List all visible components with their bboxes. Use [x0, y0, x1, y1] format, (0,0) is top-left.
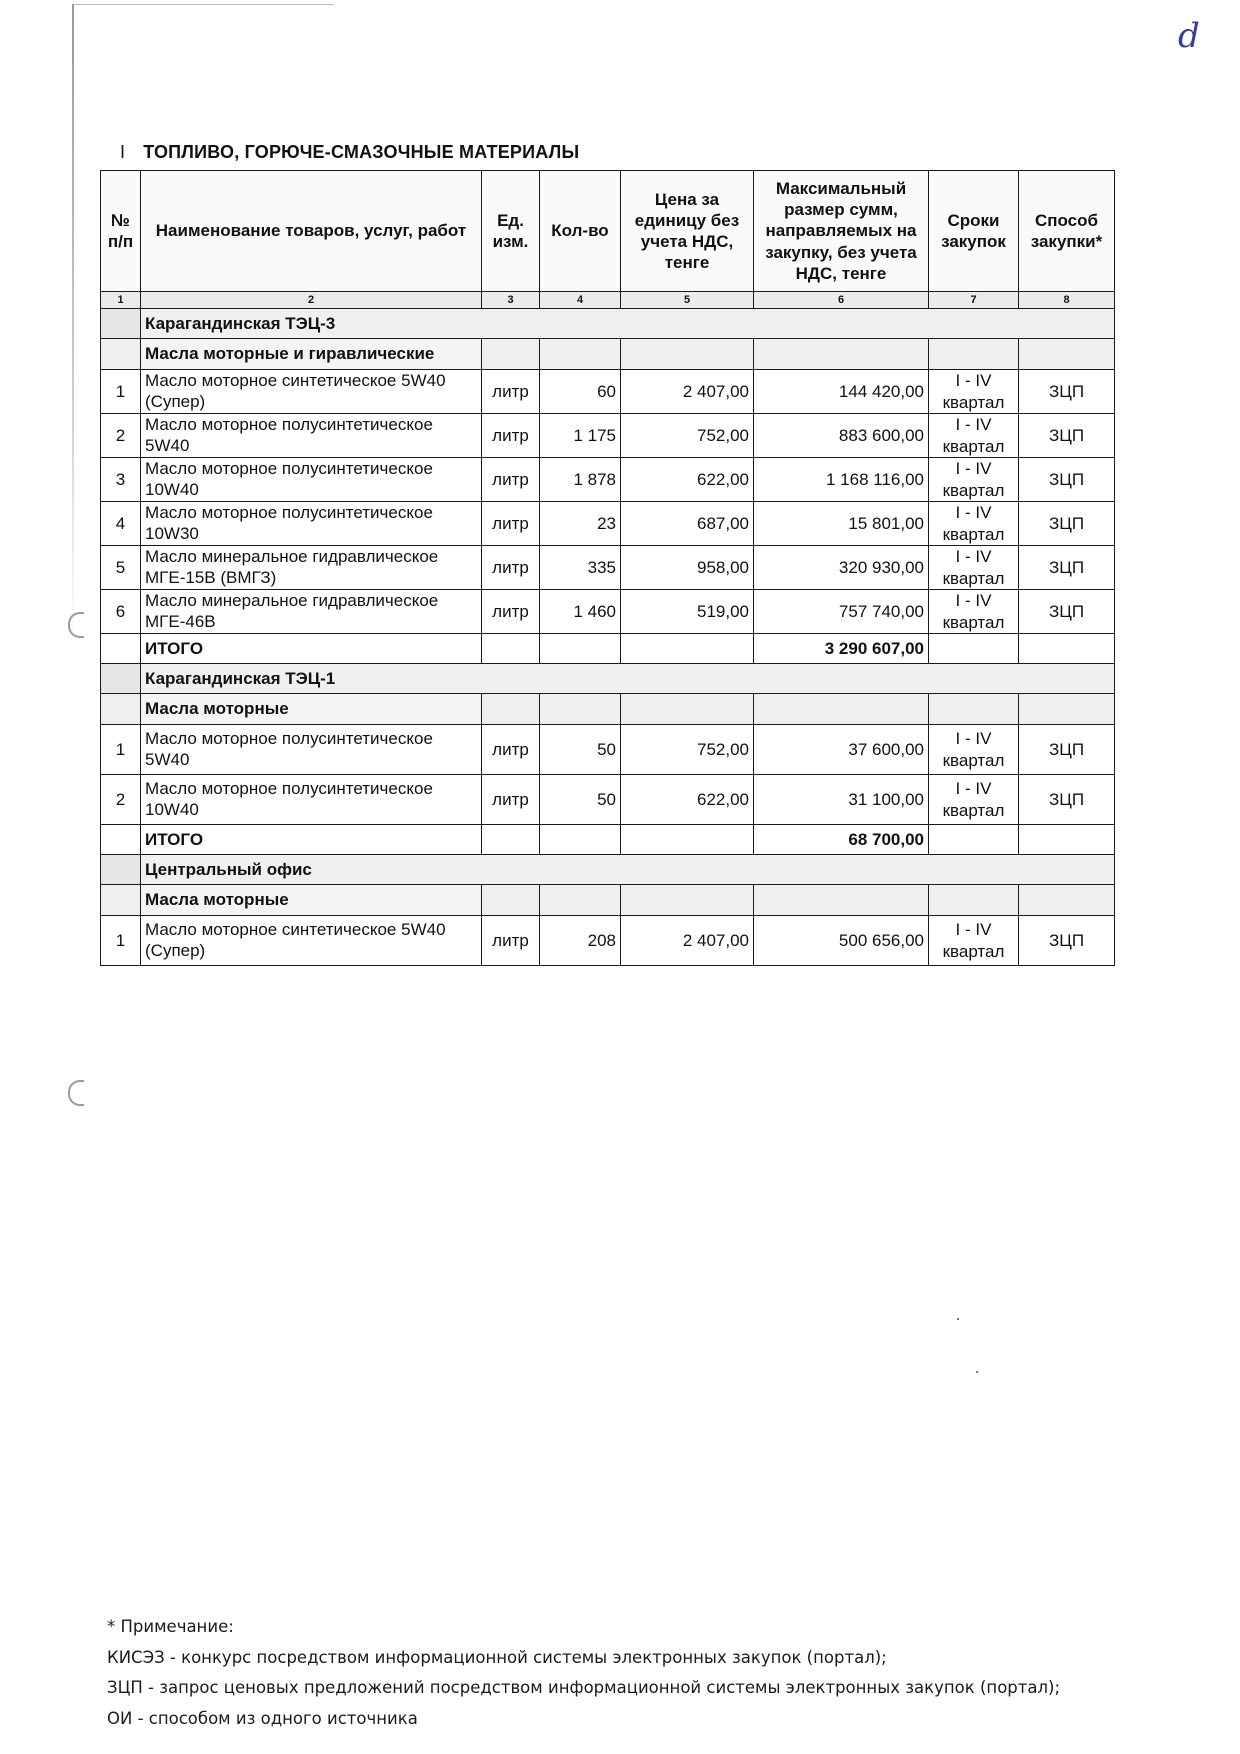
subgroup-row [101, 339, 1115, 370]
header-num: № п/п [101, 171, 141, 292]
subgroup-row [101, 885, 1115, 916]
scan-edge-line [72, 4, 74, 644]
group-name: Карагандинская ТЭЦ-3 [141, 309, 1115, 339]
procurement-table [100, 170, 1115, 966]
row-price: 2 407,00 [621, 916, 754, 966]
row-qty: 50 [540, 725, 621, 775]
column-index: 6 [754, 292, 929, 309]
header-sum: Максимальный размер сумм, направляемых на закупку, без учета НДС, тенге [754, 171, 929, 292]
row-term: I - IV квартал [929, 414, 1019, 458]
table-row [101, 502, 1115, 546]
section-title [120, 142, 579, 163]
subgroup-name: Масла моторные и гиравлические [141, 339, 482, 370]
column-index: 2 [141, 292, 482, 309]
scan-top-line [74, 4, 334, 5]
row-unit: литр [482, 546, 540, 590]
total-value: 68 700,00 [754, 825, 929, 855]
footnote [107, 1612, 1060, 1734]
header-unit: Ед. изм. [482, 171, 540, 292]
header-method: Способ закупки* [1019, 171, 1115, 292]
table-row [101, 546, 1115, 590]
row-sum: 1 168 116,00 [754, 458, 929, 502]
row-num: 5 [101, 546, 141, 590]
subgroup-name: Масла моторные [141, 885, 482, 916]
group-row [101, 855, 1115, 885]
row-qty: 60 [540, 370, 621, 414]
column-index: 3 [482, 292, 540, 309]
row-term: I - IV квартал [929, 725, 1019, 775]
row-sum: 31 100,00 [754, 775, 929, 825]
row-term: I - IV квартал [929, 458, 1019, 502]
handwritten-page-mark: d [1178, 16, 1200, 56]
row-qty: 1 878 [540, 458, 621, 502]
row-name: Масло моторное полусинтетическое 10W40 [141, 775, 482, 825]
row-price: 958,00 [621, 546, 754, 590]
row-num: 4 [101, 502, 141, 546]
row-name: Масло моторное синтетическое 5W40 (Супер) [141, 916, 482, 966]
table-row [101, 725, 1115, 775]
row-term: I - IV квартал [929, 546, 1019, 590]
row-name: Масло моторное полусинтетическое 5W40 [141, 414, 482, 458]
table-row [101, 458, 1115, 502]
punch-hole-mark [68, 612, 84, 638]
header-price: Цена за единицу без учета НДС, тенге [621, 171, 754, 292]
column-index: 7 [929, 292, 1019, 309]
row-name: Масло моторное синтетическое 5W40 (Супер) [141, 370, 482, 414]
row-unit: литр [482, 370, 540, 414]
table-row [101, 370, 1115, 414]
row-price: 752,00 [621, 725, 754, 775]
row-name: Масло минеральное гидравлическое МГЕ-15В (ВМГЗ) [141, 546, 482, 590]
total-row [101, 634, 1115, 664]
header-qty: Кол-во [540, 171, 621, 292]
group-name: Карагандинская ТЭЦ-1 [141, 664, 1115, 694]
footnote-line: ЗЦП - запрос ценовых предложений посредством информационной системы электронных закупок (портал); [107, 1678, 1061, 1697]
row-term: I - IV квартал [929, 775, 1019, 825]
column-index: 8 [1019, 292, 1115, 309]
footnote-line: ОИ - способом из одного источника [107, 1708, 418, 1728]
row-method: ЗЦП [1019, 370, 1115, 414]
row-unit: литр [482, 916, 540, 966]
row-num: 2 [101, 775, 141, 825]
section-number: I [120, 142, 126, 162]
row-sum: 15 801,00 [754, 502, 929, 546]
row-price: 622,00 [621, 775, 754, 825]
header-row [101, 171, 1115, 292]
row-term: I - IV квартал [929, 370, 1019, 414]
row-unit: литр [482, 414, 540, 458]
row-term: I - IV квартал [929, 502, 1019, 546]
subgroup-name: Масла моторные [141, 694, 482, 725]
row-term: I - IV квартал [929, 916, 1019, 966]
row-qty: 1 175 [540, 414, 621, 458]
scan-speck [976, 1371, 978, 1373]
table-row [101, 775, 1115, 825]
total-label: ИТОГО [141, 825, 482, 855]
row-num: 6 [101, 590, 141, 634]
row-num: 3 [101, 458, 141, 502]
table-row [101, 414, 1115, 458]
row-num: 1 [101, 370, 141, 414]
total-value: 3 290 607,00 [754, 634, 929, 664]
row-qty: 23 [540, 502, 621, 546]
table-row [101, 590, 1115, 634]
row-method: ЗЦП [1019, 725, 1115, 775]
scan-speck [957, 1318, 959, 1320]
row-method: ЗЦП [1019, 458, 1115, 502]
group-row [101, 664, 1115, 694]
group-name: Центральный офис [141, 855, 1115, 885]
row-method: ЗЦП [1019, 502, 1115, 546]
row-price: 519,00 [621, 590, 754, 634]
row-name: Масло моторное полусинтетическое 10W30 [141, 502, 482, 546]
row-sum: 37 600,00 [754, 725, 929, 775]
column-index: 5 [621, 292, 754, 309]
row-sum: 320 930,00 [754, 546, 929, 590]
row-sum: 500 656,00 [754, 916, 929, 966]
subgroup-row [101, 694, 1115, 725]
row-num: 1 [101, 916, 141, 966]
table-row [101, 916, 1115, 966]
row-unit: литр [482, 458, 540, 502]
row-price: 2 407,00 [621, 370, 754, 414]
row-name: Масло минеральное гидравлическое МГЕ-46В [141, 590, 482, 634]
column-index: 4 [540, 292, 621, 309]
row-qty: 335 [540, 546, 621, 590]
row-sum: 144 420,00 [754, 370, 929, 414]
column-index-row [101, 292, 1115, 309]
row-term: I - IV квартал [929, 590, 1019, 634]
row-qty: 50 [540, 775, 621, 825]
row-method: ЗЦП [1019, 775, 1115, 825]
row-sum: 757 740,00 [754, 590, 929, 634]
row-method: ЗЦП [1019, 546, 1115, 590]
row-unit: литр [482, 725, 540, 775]
total-row [101, 825, 1115, 855]
row-num: 1 [101, 725, 141, 775]
row-name: Масло моторное полусинтетическое 10W40 [141, 458, 482, 502]
row-qty: 208 [540, 916, 621, 966]
footnote-line: * Примечание: [107, 1617, 234, 1636]
row-name: Масло моторное полусинтетическое 5W40 [141, 725, 482, 775]
row-method: ЗЦП [1019, 916, 1115, 966]
row-price: 752,00 [621, 414, 754, 458]
row-method: ЗЦП [1019, 590, 1115, 634]
footnote-line: КИСЭЗ - конкурс посредством информационной системы электронных закупок (портал); [107, 1647, 887, 1667]
row-unit: литр [482, 590, 540, 634]
row-method: ЗЦП [1019, 414, 1115, 458]
column-index: 1 [101, 292, 141, 309]
header-name: Наименование товаров, услуг, работ [141, 171, 482, 292]
row-qty: 1 460 [540, 590, 621, 634]
row-price: 687,00 [621, 502, 754, 546]
section-title-text: ТОПЛИВО, ГОРЮЧЕ-СМАЗОЧНЫЕ МАТЕРИАЛЫ [143, 142, 580, 162]
total-label: ИТОГО [141, 634, 482, 664]
row-price: 622,00 [621, 458, 754, 502]
row-sum: 883 600,00 [754, 414, 929, 458]
row-num: 2 [101, 414, 141, 458]
row-unit: литр [482, 502, 540, 546]
row-unit: литр [482, 775, 540, 825]
group-row [101, 309, 1115, 339]
header-term: Сроки закупок [929, 171, 1019, 292]
punch-hole-mark [68, 1080, 84, 1106]
